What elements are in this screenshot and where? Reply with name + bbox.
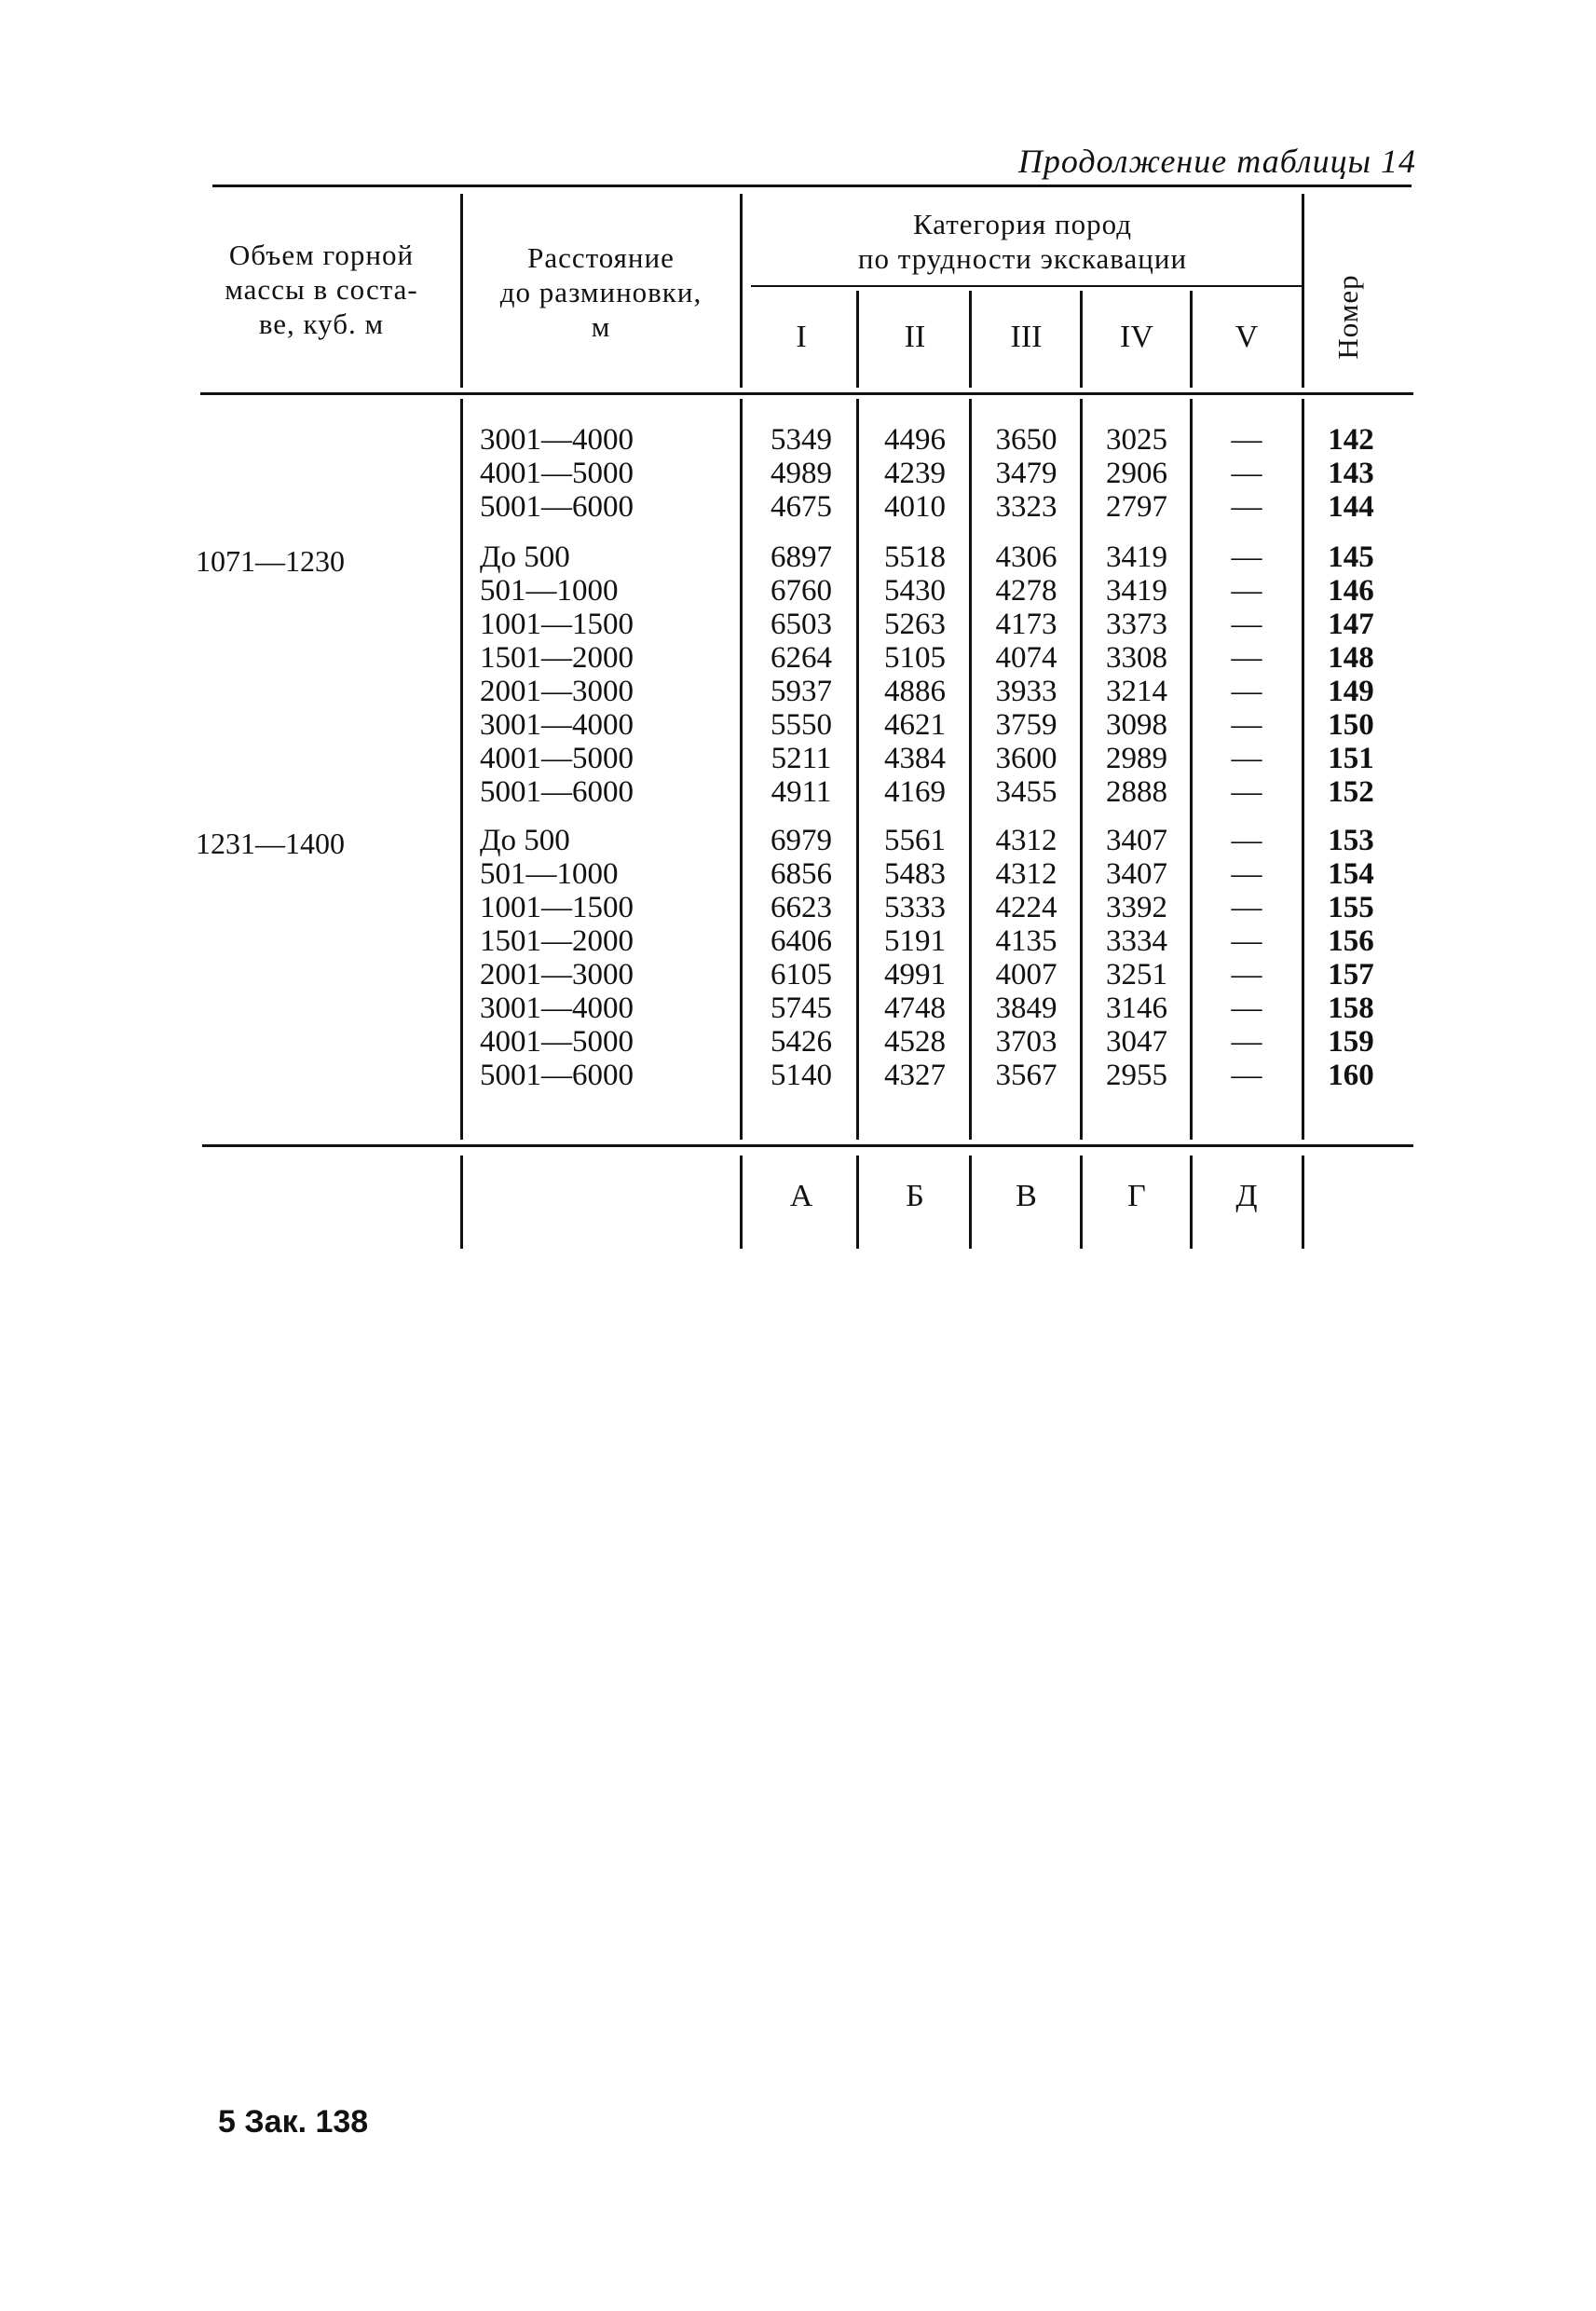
category-IV-label: IV [1120,320,1153,354]
row-number-cell: 150 [1328,708,1374,742]
row-number-cell: 144 [1328,490,1374,524]
cat-I-cell: 5211 [771,742,832,775]
cat-IV-cell: 2955 [1106,1059,1167,1092]
volume-group-label: 1071—1230 [196,544,345,578]
number-header: Номер [1331,274,1364,360]
cat-I-cell: 6623 [771,891,832,924]
cat-II-cell: 5333 [884,891,946,924]
distance-header-line: Расстояние [527,241,675,274]
cat-III-cell: 3759 [995,708,1057,742]
cat-II-cell: 4169 [884,775,946,809]
letter-cell-B: Б [906,1179,924,1213]
cat-I-cell: 5745 [771,991,832,1025]
row-number-cell: 148 [1328,641,1374,675]
distance-cell: 1001—1500 [480,608,634,641]
volume-header-line: Объем горной [228,239,415,271]
distance-cell: 501—1000 [480,857,619,891]
col-divider-distance [740,194,743,388]
cat-V-cell: — [1231,775,1262,809]
row-number-cell: 143 [1328,457,1374,490]
cat-IV-cell: 3146 [1106,991,1167,1025]
distance-cell: 3001—4000 [480,423,634,457]
letter-divider-distance [740,1156,743,1249]
table-row [0,1025,1596,1059]
cat-I-cell: 5426 [771,1025,832,1059]
category-rule [751,285,1303,287]
cat-I-cell: 5349 [771,423,832,457]
cat-V-cell: — [1231,924,1262,958]
cat-I-cell: 6856 [771,857,832,891]
cat-II-cell: 4239 [884,457,946,490]
distance-header [466,240,736,344]
cat-III-cell: 3849 [995,991,1057,1025]
cat-IV-cell: 3407 [1106,857,1167,891]
cat-II-cell: 4886 [884,675,946,708]
distance-cell: 4001—5000 [480,1025,634,1059]
cat-I-cell: 6406 [771,924,832,958]
distance-cell: 5001—6000 [480,490,634,524]
cat-V-cell: — [1231,1059,1262,1092]
cat-II-cell: 4991 [884,958,946,991]
cat-I-cell: 5140 [771,1059,832,1092]
cat-V-cell: — [1231,490,1262,524]
cat-I-cell: 6105 [771,958,832,991]
cat-II-cell: 4621 [884,708,946,742]
cat-III-cell: 3455 [995,775,1057,809]
category-II-label: II [904,320,926,354]
row-number-cell: 147 [1328,608,1374,641]
cat-III-cell: 4306 [995,540,1057,574]
distance-cell: 501—1000 [480,574,619,608]
table-row [0,423,1596,457]
row-number-cell: 146 [1328,574,1374,608]
row-number-cell: 142 [1328,423,1374,457]
letter-divider-volume [460,1156,463,1249]
category-V-label: V [1235,320,1259,354]
table-caption: Продолжение таблицы 14 [1017,143,1416,180]
cat-IV-cell: 3392 [1106,891,1167,924]
cat-III-cell: 3479 [995,457,1057,490]
cat-III-cell: 3650 [995,423,1057,457]
col-divider-V [1302,194,1304,388]
cat-IV-cell: 2989 [1106,742,1167,775]
row-number-cell: 160 [1328,1059,1374,1092]
row-number-cell: 159 [1328,1025,1374,1059]
cat-III-cell: 3703 [995,1025,1057,1059]
cat-IV-cell: 3308 [1106,641,1167,675]
cat-III-cell: 4173 [995,608,1057,641]
cat-I-cell: 4911 [771,775,832,809]
cat-I-cell: 4675 [771,490,832,524]
distance-header-line: до разминовки, [499,276,703,308]
cat-V-cell: — [1231,742,1262,775]
cat-IV-cell: 2797 [1106,490,1167,524]
distance-cell: 5001—6000 [480,775,634,809]
cat-II-cell: 5561 [884,824,946,857]
row-number-cell: 155 [1328,891,1374,924]
cat-V-cell: — [1231,574,1262,608]
table-row [0,824,1596,857]
cat-V-cell: — [1231,540,1262,574]
distance-cell: До 500 [480,540,570,574]
cat-III-cell: 3933 [995,675,1057,708]
cat-II-cell: 5430 [884,574,946,608]
cat-III-cell: 3600 [995,742,1057,775]
row-number-cell: 154 [1328,857,1374,891]
cat-II-cell: 4496 [884,423,946,457]
cat-V-cell: — [1231,608,1262,641]
cat-V-cell: — [1231,675,1262,708]
distance-cell: 5001—6000 [480,1059,634,1092]
volume-header-line: ве, куб. м [258,308,385,340]
row-number-cell: 145 [1328,540,1374,574]
cat-I-cell: 5550 [771,708,832,742]
cat-IV-cell: 3214 [1106,675,1167,708]
table-row [0,924,1596,958]
cat-II-cell: 4528 [884,1025,946,1059]
cat-II-cell: 5263 [884,608,946,641]
distance-cell: До 500 [480,824,570,857]
letter-divider-V [1302,1156,1304,1249]
col-divider-volume [460,194,463,388]
cat-IV-cell: 3334 [1106,924,1167,958]
cat-IV-cell: 2888 [1106,775,1167,809]
cat-II-cell: 4748 [884,991,946,1025]
page-footer: 5 Зак. 138 [218,2104,369,2140]
cat-V-cell: — [1231,708,1262,742]
distance-cell: 2001—3000 [480,958,634,991]
table-row [0,891,1596,924]
category-header-line: по трудности экскавации [857,242,1188,275]
table-row [0,608,1596,641]
cat-IV-cell: 3047 [1106,1025,1167,1059]
top-rule [212,185,1412,187]
table-row [0,742,1596,775]
cat-I-cell: 5937 [771,675,832,708]
cat-V-cell: — [1231,824,1262,857]
distance-cell: 1501—2000 [480,641,634,675]
table-row [0,540,1596,574]
cat-I-cell: 6979 [771,824,832,857]
cat-I-cell: 6503 [771,608,832,641]
letter-cell-G: Г [1127,1179,1146,1213]
cat-II-cell: 5518 [884,540,946,574]
cat-III-cell: 4007 [995,958,1057,991]
letter-cell-A: А [789,1179,813,1213]
letter-cell-D: Д [1235,1179,1258,1213]
table-row [0,958,1596,991]
cat-III-cell: 3567 [995,1059,1057,1092]
cat-V-cell: — [1231,857,1262,891]
cat-II-cell: 5483 [884,857,946,891]
volume-header [191,238,452,341]
cat-V-cell: — [1231,1025,1262,1059]
distance-header-line: м [591,310,611,343]
cat-II-cell: 4327 [884,1059,946,1092]
cat-IV-cell: 3098 [1106,708,1167,742]
table-row [0,490,1596,524]
distance-cell: 3001—4000 [480,708,634,742]
category-III-label: III [1010,320,1043,354]
cat-IV-cell: 3025 [1106,423,1167,457]
cat-I-cell: 6897 [771,540,832,574]
cat-III-cell: 4312 [995,857,1057,891]
letter-cell-V: В [1016,1179,1037,1213]
row-number-cell: 152 [1328,775,1374,809]
row-number-cell: 157 [1328,958,1374,991]
cat-IV-cell: 3419 [1106,574,1167,608]
table-row [0,641,1596,675]
distance-cell: 2001—3000 [480,675,634,708]
cat-II-cell: 4010 [884,490,946,524]
cat-IV-cell: 3251 [1106,958,1167,991]
cat-III-cell: 4074 [995,641,1057,675]
cat-III-cell: 4312 [995,824,1057,857]
distance-cell: 1501—2000 [480,924,634,958]
volume-header-line: массы в соста- [225,273,418,306]
table-row [0,457,1596,490]
category-header-line: Категория пород [912,208,1133,240]
cat-IV-cell: 2906 [1106,457,1167,490]
distance-cell: 3001—4000 [480,991,634,1025]
table-row [0,991,1596,1025]
row-number-cell: 151 [1328,742,1374,775]
cat-IV-cell: 3373 [1106,608,1167,641]
volume-group-label: 1231—1400 [196,827,345,860]
category-header [745,207,1300,276]
cat-V-cell: — [1231,891,1262,924]
table-row [0,1059,1596,1092]
cat-I-cell: 6760 [771,574,832,608]
cat-II-cell: 5191 [884,924,946,958]
table-row [0,857,1596,891]
row-number-cell: 153 [1328,824,1374,857]
cat-III-cell: 4224 [995,891,1057,924]
distance-cell: 4001—5000 [480,742,634,775]
cat-IV-cell: 3419 [1106,540,1167,574]
row-number-cell: 158 [1328,991,1374,1025]
cat-III-cell: 3323 [995,490,1057,524]
body-bottom-rule [202,1144,1413,1147]
cat-V-cell: — [1231,423,1262,457]
cat-V-cell: — [1231,641,1262,675]
cat-II-cell: 5105 [884,641,946,675]
cat-V-cell: — [1231,991,1262,1025]
cat-I-cell: 6264 [771,641,832,675]
cat-II-cell: 4384 [884,742,946,775]
cat-V-cell: — [1231,457,1262,490]
distance-cell: 1001—1500 [480,891,634,924]
row-number-cell: 149 [1328,675,1374,708]
cat-V-cell: — [1231,958,1262,991]
row-number-cell: 156 [1328,924,1374,958]
cat-I-cell: 4989 [771,457,832,490]
table-row [0,574,1596,608]
category-I-label: I [796,320,807,354]
distance-cell: 4001—5000 [480,457,634,490]
table-row [0,708,1596,742]
cat-III-cell: 4278 [995,574,1057,608]
header-bottom-rule [200,392,1413,395]
cat-III-cell: 4135 [995,924,1057,958]
table-row [0,675,1596,708]
table-row [0,775,1596,809]
cat-IV-cell: 3407 [1106,824,1167,857]
